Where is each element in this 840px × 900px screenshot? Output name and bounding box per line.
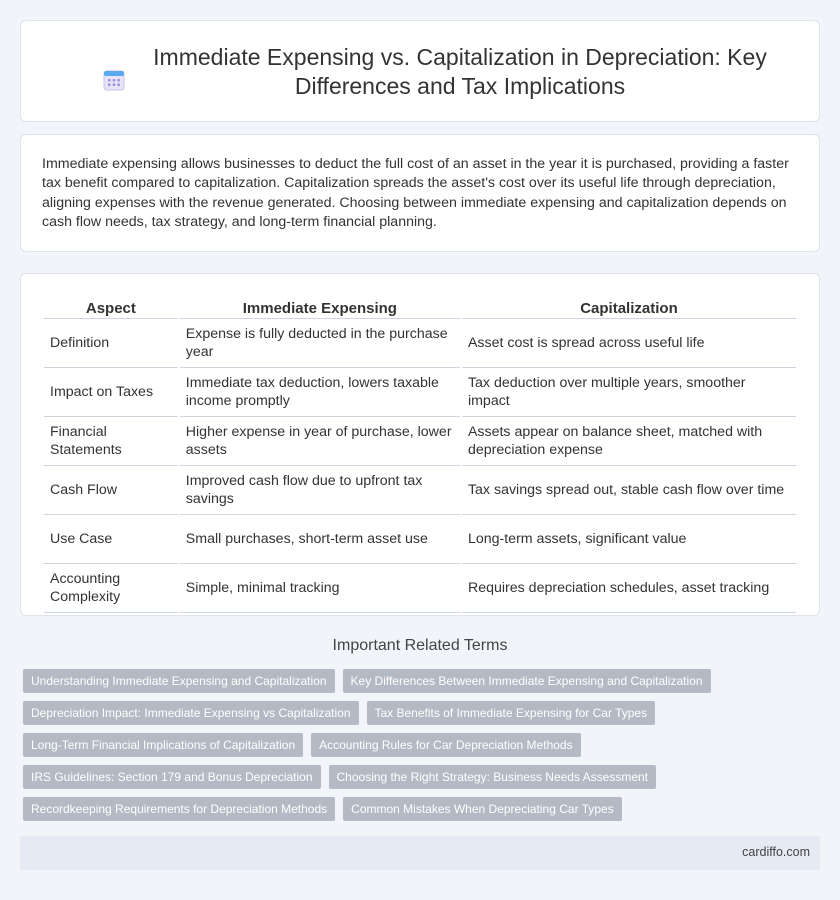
table-cell: Expense is fully deducted in the purchase year xyxy=(180,319,460,368)
related-term-tag[interactable]: Key Differences Between Immediate Expensing and Capitalization xyxy=(343,669,711,693)
comparison-table xyxy=(42,294,798,613)
table-cell: Immediate tax deduction, lowers taxable income promptly xyxy=(180,368,460,417)
table-cell: Higher expense in year of purchase, lower assets xyxy=(180,417,460,466)
table-cell: Impact on Taxes xyxy=(44,368,178,417)
table-cell: Tax savings spread out, stable cash flow over time xyxy=(462,466,796,515)
page-title: Immediate Expensing vs. Capitalization in Depreciation: Key Differences and Tax Implications xyxy=(153,44,767,99)
intro-card xyxy=(20,134,820,252)
footer-site-link[interactable]: cardiffo.com xyxy=(742,845,810,859)
table-cell: Small purchases, short-term asset use xyxy=(180,515,460,564)
header-immediate-expensing: Immediate Expensing xyxy=(180,294,460,319)
table-row xyxy=(44,417,796,466)
table-cell: Financial Statements xyxy=(44,417,178,466)
related-term-tag[interactable]: Depreciation Impact: Immediate Expensing vs Capitalization xyxy=(23,701,359,725)
related-terms-list xyxy=(23,669,723,829)
title-card xyxy=(20,20,820,122)
related-term-tag[interactable]: Tax Benefits of Immediate Expensing for Car Types xyxy=(367,701,656,725)
footer xyxy=(20,836,820,870)
related-term-tag[interactable]: Common Mistakes When Depreciating Car Types xyxy=(343,797,622,821)
table-row xyxy=(44,368,796,417)
related-term-tag[interactable]: IRS Guidelines: Section 179 and Bonus Depreciation xyxy=(23,765,321,789)
table-cell: Accounting Complexity xyxy=(44,564,178,613)
header-aspect: Aspect xyxy=(44,294,178,319)
table-cell: Assets appear on balance sheet, matched with depreciation expense xyxy=(462,417,796,466)
table-cell: Use Case xyxy=(44,515,178,564)
table-row xyxy=(44,564,796,613)
table-cell: Requires depreciation schedules, asset tracking xyxy=(462,564,796,613)
intro-paragraph: Immediate expensing allows businesses to deduct the full cost of an asset in the year it is purchased, providing a faster tax benefit compared to capitalization. Capitalization spreads the asset's cost over its useful life through depreciation, aligning expenses with the revenue generated. Choosing between immediate expensing and capitalization depends on cash flow needs, tax strategy, and long-term financial planning. xyxy=(42,156,789,231)
table-cell: Tax deduction over multiple years, smoother impact xyxy=(462,368,796,417)
table-cell: Improved cash flow due to upfront tax savings xyxy=(180,466,460,515)
table-cell: Simple, minimal tracking xyxy=(180,564,460,613)
related-term-tag[interactable]: Choosing the Right Strategy: Business Needs Assessment xyxy=(329,765,657,789)
table-row xyxy=(44,515,796,564)
related-term-tag[interactable]: Understanding Immediate Expensing and Capitalization xyxy=(23,669,335,693)
comparison-card xyxy=(20,273,820,616)
table-cell: Asset cost is spread across useful life xyxy=(462,319,796,368)
table-cell: Long-term assets, significant value xyxy=(462,515,796,564)
table-row xyxy=(44,319,796,368)
related-term-tag[interactable]: Long-Term Financial Implications of Capitalization xyxy=(23,733,303,757)
table-row xyxy=(44,466,796,515)
header-capitalization: Capitalization xyxy=(462,294,796,319)
table-cell: Cash Flow xyxy=(44,466,178,515)
related-term-tag[interactable]: Recordkeeping Requirements for Depreciation Methods xyxy=(23,797,335,821)
related-term-tag[interactable]: Accounting Rules for Car Depreciation Methods xyxy=(311,733,580,757)
related-terms-title: Important Related Terms xyxy=(332,637,508,654)
table-cell: Definition xyxy=(44,319,178,368)
